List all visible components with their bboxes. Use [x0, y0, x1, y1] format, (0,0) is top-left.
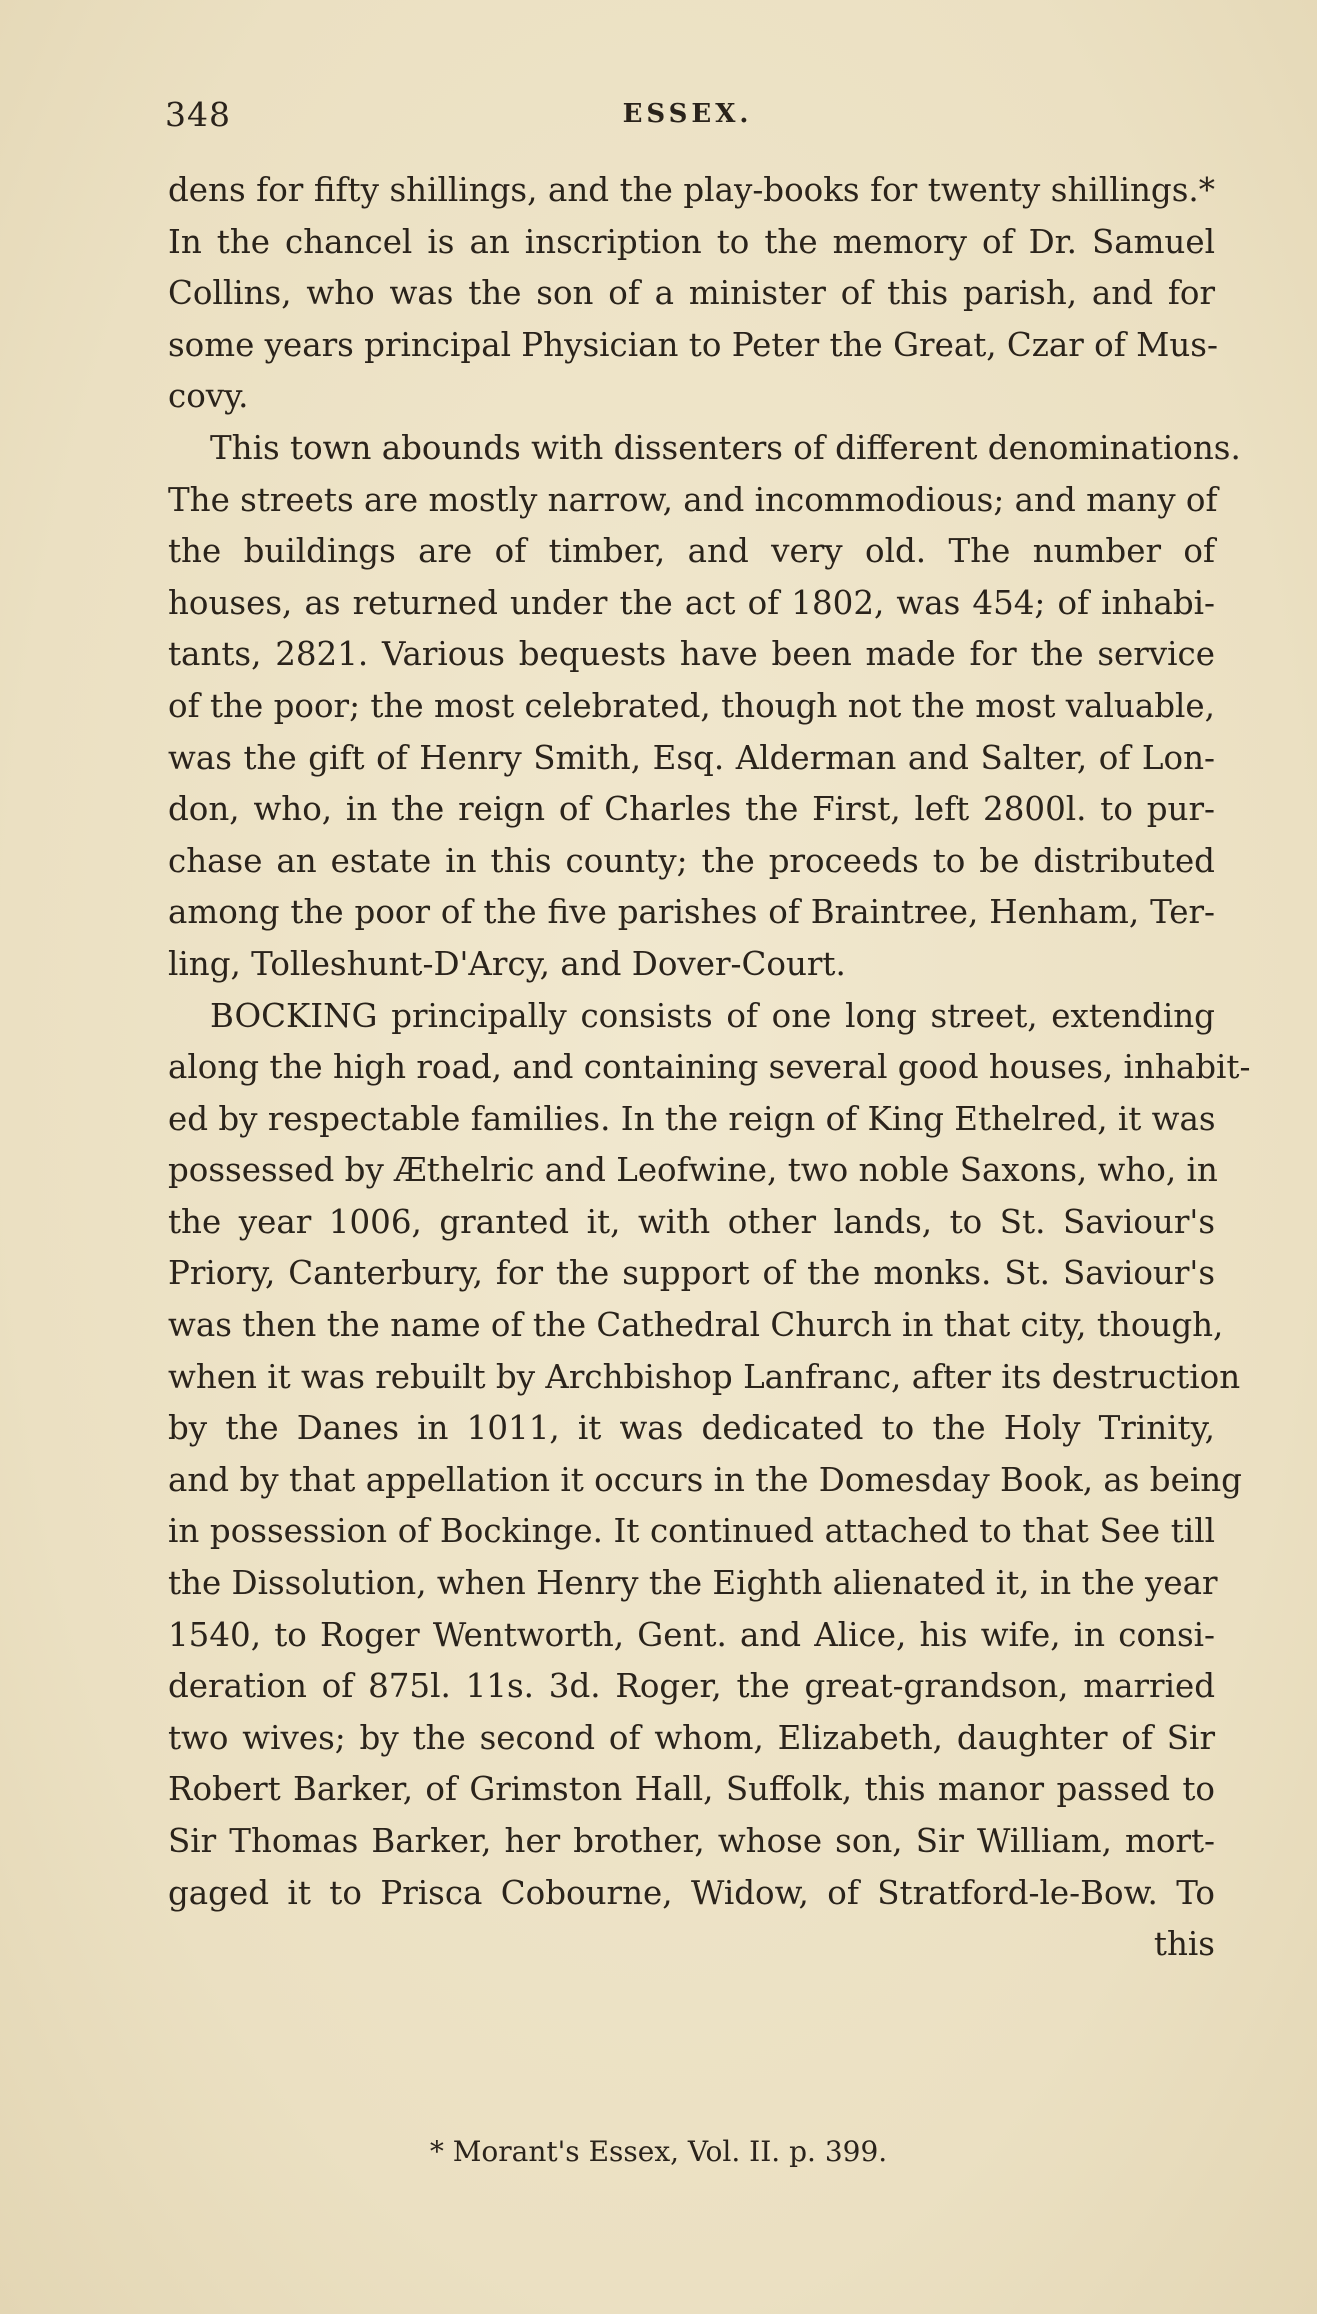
text-line: the Dissolution, when Henry the Eighth alienated it, in the year	[168, 1564, 1218, 1603]
text-line: two wives; by the second of whom, Elizabeth, daughter of Sir	[168, 1718, 1215, 1757]
text-line: the year 1006, granted it, with other lands, to St. Saviour's	[168, 1202, 1215, 1241]
text-line: by the Danes in 1011, it was dedicated to the Holy Trinity,	[168, 1409, 1215, 1448]
text-line: was then the name of the Cathedral Church in that city, though,	[168, 1306, 1224, 1345]
catchword: this	[1153, 1925, 1215, 1964]
paragraph-start-line: This town abounds with dissenters of different denominations.	[210, 428, 1241, 467]
text-line: 1540, to Roger Wentworth, Gent. and Alice, his wife, in consi-	[168, 1615, 1215, 1654]
text-line: gaged it to Prisca Cobourne, Widow, of Stratford-le-Bow. To	[168, 1873, 1215, 1912]
text-line: dens for fifty shillings, and the play-books for twenty shillings.*	[168, 171, 1215, 209]
text-line: was the gift of Henry Smith, Esq. Alderman and Salter, of Lon-	[168, 738, 1215, 777]
text-line: In the chancel is an inscription to the memory of Dr. Samuel	[168, 222, 1215, 261]
text-line: tants, 2821. Various bequests have been made for the service	[168, 635, 1215, 674]
page-header	[165, 95, 1210, 145]
text-line: ed by respectable families. In the reign of King Ethelred, it was	[168, 1099, 1216, 1138]
text-line: The streets are mostly narrow, and incommodious; and many of	[168, 480, 1218, 519]
text-line: Collins, who was the son of a minister of this parish, and for	[168, 274, 1215, 313]
text-line: possessed by Æthelric and Leofwine, two noble Saxons, who, in	[168, 1151, 1218, 1190]
text-line: Priory, Canterbury, for the support of the monks. St. Saviour's	[168, 1254, 1215, 1293]
text-line: of the poor; the most celebrated, though not the most valuable,	[168, 686, 1215, 725]
text-line: covy.	[168, 377, 249, 416]
body-text	[168, 165, 1251, 1971]
text-line: Robert Barker, of Grimston Hall, Suffolk, this manor passed to	[168, 1770, 1215, 1809]
text-line: houses, as returned under the act of 1802, was 454; of inhabi-	[168, 583, 1215, 622]
text-line: deration of 875l. 11s. 3d. Roger, the great-grandson, married	[168, 1667, 1215, 1706]
paragraph-start-line: BOCKING principally consists of one long street, extending	[210, 996, 1215, 1035]
text-line: when it was rebuilt by Archbishop Lanfranc, after its destruction	[168, 1357, 1241, 1396]
text-line: chase an estate in this county; the proceeds to be distributed	[168, 841, 1215, 880]
text-line: Sir Thomas Barker, her brother, whose son, Sir William, mort-	[168, 1822, 1215, 1860]
text-line: along the high road, and containing several good houses, inhabit-	[168, 1048, 1251, 1087]
page-number: 348	[165, 95, 231, 134]
text-line: ling, Tolleshunt-D'Arcy, and Dover-Court.	[168, 944, 846, 983]
text-line: the buildings are of timber, and very old. The number of	[168, 532, 1215, 571]
text-line: and by that appellation it occurs in the Domesday Book, as being	[168, 1460, 1242, 1499]
running-title: ESSEX.	[622, 99, 753, 129]
text-line: some years principal Physician to Peter the Great, Czar of Mus-	[168, 325, 1218, 364]
text-line: don, who, in the reign of Charles the First, left 2800l. to pur-	[168, 790, 1215, 829]
text-line: in possession of Bockinge. It continued attached to that See till	[168, 1512, 1215, 1551]
footnote: * Morant's Essex, Vol. II. p. 399.	[429, 2135, 888, 2168]
text-line: among the poor of the five parishes of Braintree, Henham, Ter-	[168, 893, 1215, 932]
